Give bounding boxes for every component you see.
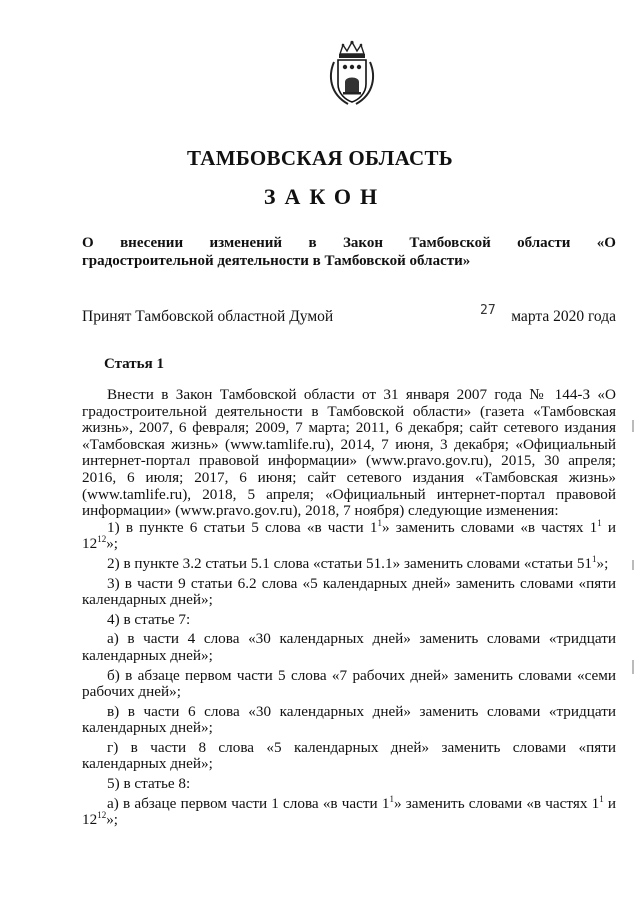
law-name-word: внесении <box>120 235 184 251</box>
law-name <box>82 234 616 270</box>
list-item: а) в абзаце первом части 1 слова «в части $1^1$» заменить словами «в частях $1^1$ и $12^{12}$»; <box>82 793 616 829</box>
law-name-word: изменений <box>209 235 283 251</box>
law-name-word: области <box>517 235 571 251</box>
law-name-word: «О <box>596 235 616 251</box>
document-type-title: ЗАКОН <box>263 184 387 209</box>
scan-edge-mark <box>632 560 634 570</box>
list-item: 3) в части 9 статьи 6.2 слова «5 календарных дней» заменить словами «пяти календарных дней»; <box>82 574 616 609</box>
coat-of-arms-emblem <box>326 40 378 108</box>
article-heading: Статья 1 <box>104 356 164 372</box>
adoption-month-year: марта 2020 года <box>511 308 616 325</box>
adopted-by: Принят Тамбовской областной Думой <box>82 308 334 325</box>
law-name-word: в <box>308 235 317 251</box>
article-intro: Внести в Закон Тамбовской области от 31 января 2007 года № 144-З «О градостроительной деятельности в Тамбовской области» (газета «Тамбовская жизнь», 2007, 6 февраля; 2009, 7 марта; 2011, 6 декабря; сайт сетевого издания «Тамбовская жизнь» (www.tamlife.ru), 2014, 7 июня, 3 декабря; «Официальный интернет-портал правовой информации» (www.pravo.gov.ru), 2015, 30 апреля; 2016, 6 июля; 2017, 6 июня; сайт сетевого издания «Тамбовская жизнь» (www.tamlife.ru), 2018, 5 апреля; «Официальный интернет-портал правовой информации» (www.pravo.gov.ru), 2018, 7 ноября) следующие изменения: <box>82 386 616 520</box>
scan-edge-mark <box>632 420 634 432</box>
article-body <box>82 387 616 829</box>
law-name-word: Закон <box>342 235 383 251</box>
list-item: г) в части 8 слова «5 календарных дней» заменить словами «пяти календарных дней»; <box>82 738 616 773</box>
region-title: ТАМБОВСКАЯ ОБЛАСТЬ <box>187 146 453 170</box>
adoption-day: 27 <box>480 303 496 318</box>
law-name-line-2: градостроительной деятельности в Тамбовской области» <box>82 253 471 269</box>
list-item: б) в абзаце первом части 5 слова «7 рабочих дней» заменить словами «семи рабочих дней»; <box>82 666 616 701</box>
list-item: в) в части 6 слова «30 календарных дней» заменить словами «тридцати календарных дней»; <box>82 702 616 737</box>
list-item: 2) в пункте 3.2 статьи 5.1 слова «статьи 51.1» заменить словами «статьи $51^1$»; <box>107 553 609 572</box>
law-name-line-1 <box>82 234 616 252</box>
list-item: 5) в статье 8: <box>107 775 191 793</box>
list-item: 4) в статье 7: <box>107 610 191 628</box>
list-item: 1) в пункте 6 статьи 5 слова «в части $1^1$» заменить словами «в частях $1^1$ и $12^{12}$»; <box>82 517 616 553</box>
law-name-word: Тамбовской <box>409 235 491 251</box>
law-name-word: О <box>82 235 94 251</box>
scan-edge-mark <box>632 660 634 674</box>
list-item: а) в части 4 слова «30 календарных дней» заменить словами «тридцати календарных дней»; <box>82 630 616 664</box>
adoption-line <box>82 303 616 328</box>
